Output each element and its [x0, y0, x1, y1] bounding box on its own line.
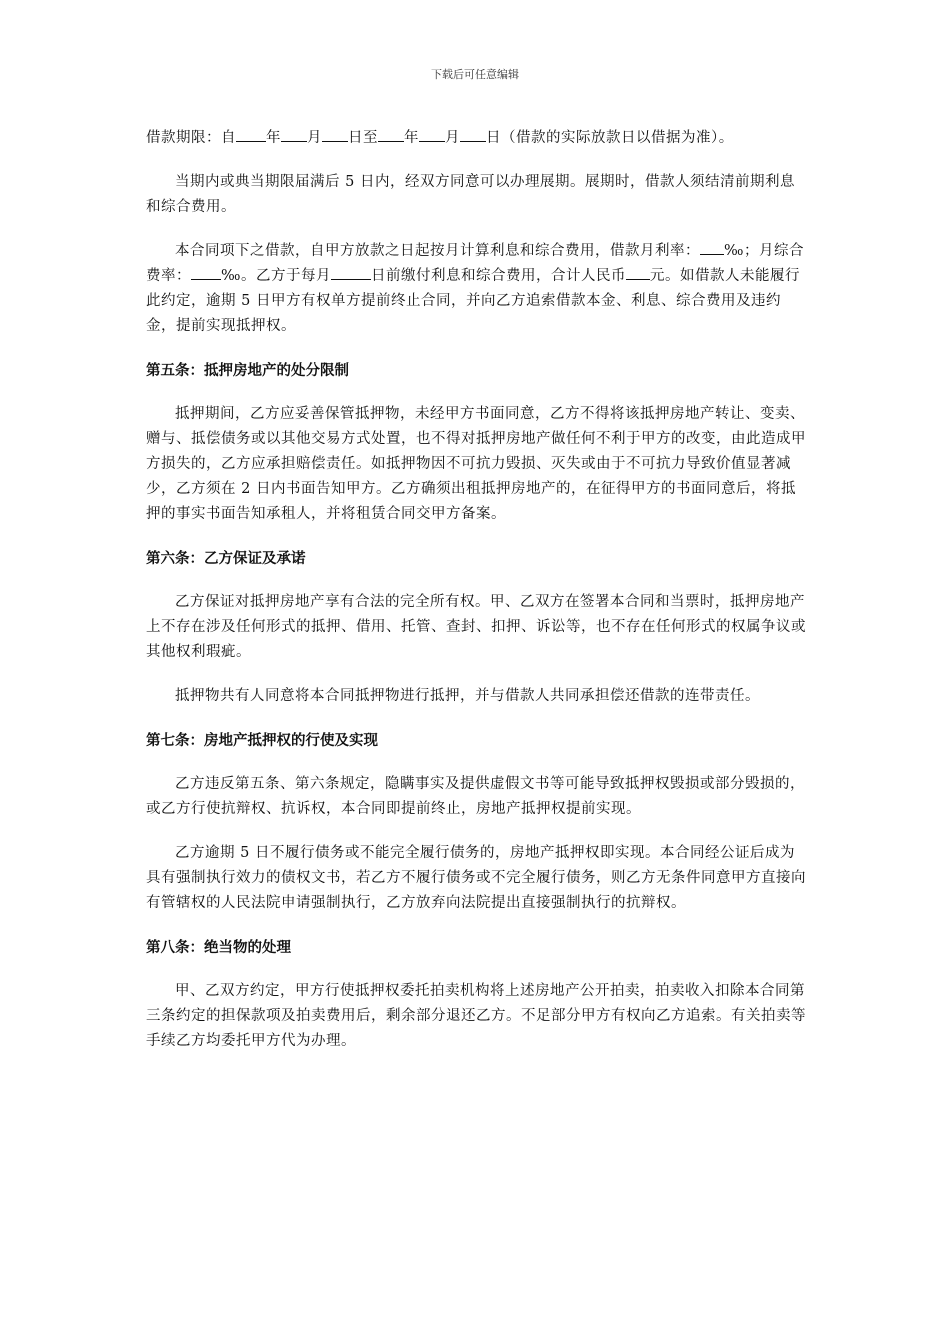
article-7-title: 第七条：房地产抵押权的行使及实现 — [146, 732, 378, 749]
blank-start-year — [236, 127, 266, 142]
interest-paragraph — [146, 239, 806, 339]
loan-term-line — [146, 126, 806, 151]
article-6-title: 第六条：乙方保证及承诺 — [146, 550, 306, 567]
article-6-paragraph-2: 抵押物共有人同意将本合同抵押物进行抵押，并与借款人共同承担偿还借款的连带责任。 — [175, 688, 760, 704]
interest-text-c: ‰。乙方于每月 — [221, 268, 331, 284]
article-8-title: 第八条：绝当物的处理 — [146, 939, 291, 956]
blank-monthly-rate — [700, 240, 724, 255]
loan-term-suffix: 日（借款的实际放款日以借据为准）。 — [486, 130, 734, 146]
blank-end-month — [419, 127, 445, 142]
label-day-to: 日至 — [348, 130, 378, 146]
blank-fee-rate — [191, 265, 221, 280]
blank-start-month — [281, 127, 307, 142]
interest-text-b: ‰；月综合费率： — [146, 243, 804, 284]
label-month-2: 月 — [445, 130, 460, 146]
label-year: 年 — [266, 130, 281, 146]
document-body — [146, 126, 806, 1054]
blank-start-day — [322, 127, 348, 142]
article-8-paragraph-1: 甲、乙双方约定，甲方行使抵押权委托拍卖机构将上述房地产公开拍卖，拍卖收入扣除本合同第三条约定的担保款项及拍卖费用后，剩余部分退还乙方。不足部分甲方有权向乙方追索。有关拍卖等手续乙方均委托甲方代为办理。 — [146, 983, 806, 1049]
article-5-title: 第五条：抵押房地产的处分限制 — [146, 362, 349, 379]
blank-end-day — [460, 127, 486, 142]
blank-end-year — [378, 127, 404, 142]
article-6-paragraph-1: 乙方保证对抵押房地产享有合法的完全所有权。甲、乙双方在签署本合同和当票时，抵押房地产上不存在涉及任何形式的抵押、借用、托管、查封、扣押、诉讼等，也不存在任何形式的权属争议或其他权利瑕疵。 — [146, 594, 806, 660]
loan-term-prefix: 借款期限：自 — [146, 130, 236, 146]
label-month: 月 — [307, 130, 322, 146]
label-year-2: 年 — [404, 130, 419, 146]
blank-total-amount — [626, 265, 650, 280]
page-header: 下载后可任意编辑 — [431, 68, 519, 81]
blank-pay-day — [331, 265, 371, 280]
article-7-paragraph-2: 乙方逾期 5 日不履行债务或不能完全履行债务的，房地产抵押权即实现。本合同经公证后成为具有强制执行效力的债权文书，若乙方不履行债务或不完全履行债务，则乙方无条件同意甲方直接向有管辖权的人民法院申请强制执行，乙方放弃向法院提出直接强制执行的抗辩权。 — [146, 845, 806, 911]
article-7-paragraph-1: 乙方违反第五条、第六条规定，隐瞒事实及提供虚假文书等可能导致抵押权毁损或部分毁损的，或乙方行使抗辩权、抗诉权，本合同即提前终止，房地产抵押权提前实现。 — [146, 776, 805, 817]
interest-text-d: 日前缴付利息和综合费用，合计人民币 — [370, 268, 626, 284]
interest-text-e: 元。如借款人未能履行此约定，逾期 5 日甲方有权单方提前终止合同，并向乙方追索借款本金、利息、综合费用及违约金，提前实现抵押权。 — [146, 268, 800, 334]
article-5-paragraph-1: 抵押期间，乙方应妥善保管抵押物，未经甲方书面同意，乙方不得将该抵押房地产转让、变卖、赠与、抵偿债务或以其他交易方式处置，也不得对抵押房地产做任何不利于甲方的改变，由此造成甲方损失的，乙方应承担赔偿责任。如抵押物因不可抗力毁损、灭失或由于不可抗力导致价值显著减少，乙方须在 2 日内书面告知甲方。乙方确须出租抵押房地产的，在征得甲方的书面同意后，将抵押的事实书面告知承租人，并将租赁合同交甲方备案。 — [146, 406, 806, 522]
extension-paragraph: 当期内或典当期限届满后 5 日内，经双方同意可以办理展期。展期时，借款人须结清前期利息和综合费用。 — [146, 174, 795, 215]
interest-text-a: 本合同项下之借款，自甲方放款之日起按月计算利息和综合费用，借款月利率： — [175, 243, 700, 259]
